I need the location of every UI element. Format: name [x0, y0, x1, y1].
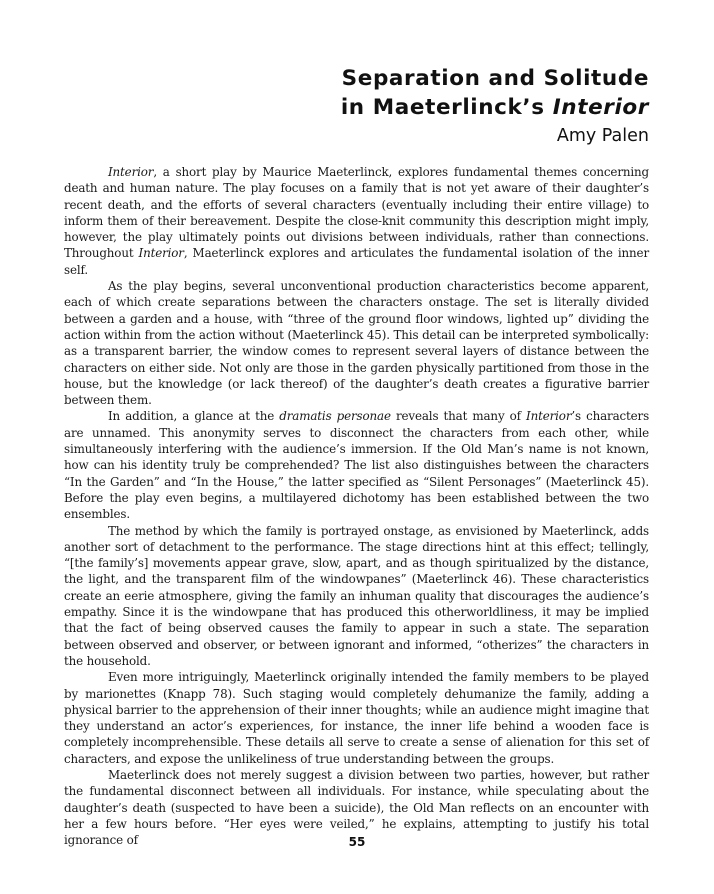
text-run: The method by which the family is portrayed onstage, as envisioned by Maeterlinck, adds another sort of detachment to the performance. The stage directions hint at this effect; tellingly, “[the family’s] movements appear grave, slow, apart, and as though spiritualized by the distance, the light, and the transparent film of the windowpanes” (Maeterlinck 46). These characteristics create an eerie atmosphere, giving the family an inhuman quality that discourages the audience’s empathy. Since it is the windowpane that has produced this otherworldliness, it may be implied that the fact of being observed causes the family to appear in such a state. The separation between observed and observer, or between ignorant and informed, “otherizes” the characters in the household. [64, 523, 649, 668]
title-line-2 [341, 93, 649, 122]
text-run: , a short play by Maurice Maeterlinck, explores fundamental themes concerning death and human nature. The play focuses on a family that is not yet aware of their daughter’s recent death, and the efforts of several characters (eventually including their entire village) to inform them of their bereavement. Despite the close-knit community this description might imply, however, the play ultimately points out divisions between individuals, rather than connections. Throughout [64, 165, 649, 261]
author-name: Amy Palen [556, 126, 649, 146]
body-paragraph [64, 408, 649, 522]
title-line-2-italic: Interior [552, 95, 649, 120]
italic-text: dramatis personae [279, 409, 391, 424]
italic-text: Interior [138, 246, 184, 261]
text-run: Even more intriguingly, Maeterlinck originally intended the family members to be played by marionettes (Knapp 78). Such staging would completely dehumanize the family, adding a physical barrier to the apprehension of their inner thoughts; while an audience might imagine that they understand an actor’s experiences, for instance, the inner life behind a wooden face is completely incomprehensible. These details all serve to create a sense of alienation for this set of characters, and expose the unlikeliness of true understanding between the groups. [64, 670, 649, 766]
body-paragraph [64, 669, 649, 767]
text-run: Maeterlinck does not merely suggest a division between two parties, however, but rather the fundamental disconnect between all individuals. For instance, while speculating about the daughter’s death (suspected to have been a suicide), the Old Man reflects on an encounter with her a few hours before. “Her eyes were veiled,” he explains, attempting to justify his total ignorance of [64, 767, 649, 848]
body-paragraph [64, 164, 649, 278]
italic-text: Interior [526, 409, 572, 424]
text-run: , Maeterlinck explores and articulates the fundamental isolation of the inner self. [64, 246, 649, 277]
article-body [64, 164, 649, 848]
italic-text: Interior [108, 165, 154, 179]
body-paragraph [64, 278, 649, 408]
title-block [341, 64, 649, 149]
text-run: ’s characters are unnamed. This anonymity serves to disconnect the characters from each other, while simultaneously interfering with the audience’s immersion. If the Old Man’s name is not known, how can his identity truly be comprehended? The list also distinguishes between the characters “In the Garden” and “In the House,” the latter specified as “Silent Personages” (Maeterlinck 45). Before the play even begins, a multilayered dichotomy has been established between the two ensembles. [64, 409, 650, 522]
text-run: reveals that many of [390, 409, 527, 424]
title-line-1: Separation and Solitude [341, 66, 649, 91]
title-line-2-prefix: in Maeterlinck’s [340, 95, 553, 120]
page-number: 55 [348, 835, 366, 849]
text-run: As the play begins, several unconventional production characteristics become apparent, each of which create separations between the characters onstage. The set is literally divided between a garden and a house, with “three of the ground floor windows, lighted up” dividing the action within from the action without (Maeterlinck 45). This detail can be interpreted symbolically: as a transparent barrier, the window comes to represent several layers of distance between the characters on either side. Not only are those in the garden physically partitioned from those in the house, but the knowledge (or lack thereof) of the daughter’s death creates a figurative barrier between them. [64, 279, 649, 408]
text-run: In addition, a glance at the [108, 409, 280, 424]
body-paragraph [64, 523, 649, 670]
